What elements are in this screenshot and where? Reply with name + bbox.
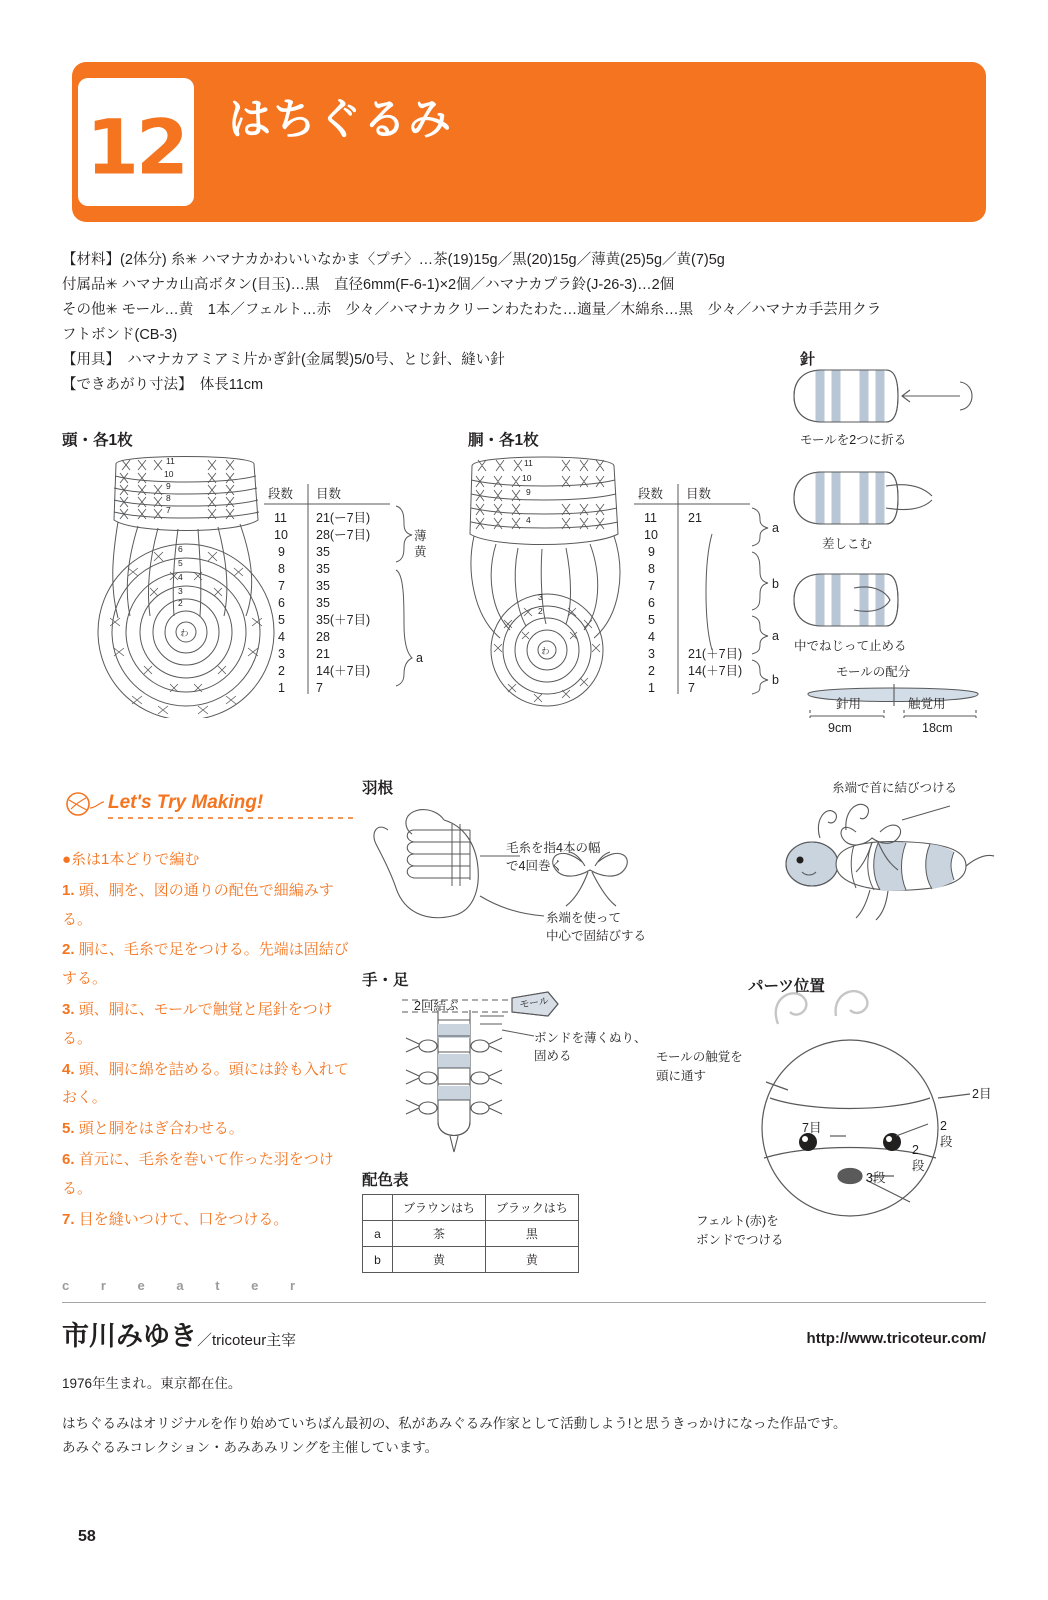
color-cell: 黄 (486, 1247, 579, 1273)
svg-text:7: 7 (648, 579, 655, 593)
svg-text:4: 4 (648, 630, 655, 644)
svg-text:35: 35 (316, 562, 330, 576)
body-stitch-table (632, 482, 812, 702)
svg-text:8: 8 (648, 562, 655, 576)
bracket-label-usuki: 薄 (414, 529, 427, 543)
row-label: 2 (178, 598, 183, 608)
svg-text:9: 9 (278, 545, 285, 559)
limbs-note-2: 固める (534, 1049, 572, 1063)
materials-line: 【用具】 ハマナカアミアミ片かぎ針(金属製)5/0号、とじ針、縫い針 (62, 351, 505, 368)
svg-text:6: 6 (648, 596, 655, 610)
svg-text:9: 9 (526, 487, 531, 497)
author-name-text: 市川みゆき (62, 1321, 197, 1351)
header-banner (72, 62, 986, 222)
limbs-tag-label: モール (518, 995, 550, 1011)
parts-note-bottom (696, 1212, 784, 1250)
label-2dan-b2: 段 (912, 1159, 925, 1173)
table-row (363, 1247, 579, 1273)
alloc-left-label: 針用 (836, 697, 862, 711)
svg-text:7: 7 (316, 681, 323, 695)
footer-divider (62, 1302, 986, 1303)
table-header-me: 目数 (316, 487, 342, 501)
instruction-number: 2. (62, 941, 75, 959)
svg-text:11: 11 (274, 511, 287, 525)
row-label: 3 (178, 586, 183, 596)
instruction-number: 5. (62, 1120, 75, 1138)
creater-label: c r e a t e r (62, 1278, 310, 1293)
parts-note-left-line2: 頭に通す (656, 1068, 707, 1083)
svg-text:21(ー7目): 21(ー7目) (316, 511, 371, 525)
wings-note-3: 糸端を使って (546, 911, 622, 925)
limbs-note-1: ボンドを薄くぬり、 (534, 1031, 647, 1045)
limbs-note-knot: 2回結ぶ (414, 999, 459, 1013)
row-label: 8 (166, 493, 171, 503)
bracket-label-usuki2: 黄 (414, 545, 427, 559)
svg-text:6: 6 (278, 596, 285, 610)
instruction-item (62, 877, 352, 935)
svg-text:14(＋7目): 14(＋7目) (688, 664, 743, 678)
svg-text:11: 11 (644, 511, 657, 525)
svg-text:4: 4 (278, 630, 285, 644)
svg-text:21: 21 (316, 647, 330, 661)
svg-text:10: 10 (644, 528, 658, 542)
author-affiliation: ／tricoteur主宰 (197, 1332, 297, 1349)
wings-note-1: 毛糸を指4本の幅 (506, 841, 601, 855)
label-2me: 2目 (972, 1087, 992, 1101)
wings-diagram (360, 796, 690, 946)
color-table-corner (363, 1195, 393, 1221)
instructions-list (62, 846, 352, 1236)
label-2dan-a: 2 (940, 1119, 947, 1133)
needle-diagram (790, 362, 1000, 762)
needle-step-2: 差しこむ (822, 537, 873, 551)
section-heading-color-table: 配色表 (362, 1172, 409, 1189)
svg-text:35: 35 (316, 579, 330, 593)
row-label: 4 (178, 572, 183, 582)
label-2dan-a2: 2 (912, 1143, 919, 1157)
lets-try-making-heading (62, 782, 362, 828)
label-3dan: 3段 (866, 1171, 886, 1185)
svg-text:21(＋7目): 21(＋7目) (688, 647, 743, 661)
svg-text:5: 5 (278, 613, 285, 627)
svg-text:35: 35 (316, 596, 330, 610)
svg-text:1: 1 (278, 681, 285, 695)
needle-step-3: 中でねじって止める (794, 639, 907, 653)
svg-text:21: 21 (688, 511, 702, 525)
color-row-label: b (363, 1247, 393, 1273)
wings-note-4: 中心で固結びする (546, 929, 647, 943)
author-url[interactable]: http://www.tricoteur.com/ (806, 1330, 986, 1347)
instruction-item (62, 936, 352, 994)
instruction-text: 頭、胴に綿を詰める。頭には鈴も入れておく。 (62, 1060, 349, 1107)
materials-line: 【材料】(2体分) 糸✳ ハマナカかわいいなかま〈プチ〉…茶(19)15g／黒(20)15g／薄黄(25)5g／黄(7)5g (62, 252, 725, 268)
bracket-label-a: a (416, 651, 423, 665)
row-label: 10 (164, 469, 174, 479)
table-header-dan: 段数 (638, 487, 664, 501)
svg-text:5: 5 (648, 613, 655, 627)
body-crochet-chart (462, 448, 642, 708)
row-label: 6 (178, 544, 183, 554)
instruction-text: 頭、胴を、図の通りの配色で細編みする。 (62, 881, 334, 928)
instruction-text: 首元に、毛糸を巻いて作った羽をつける。 (62, 1150, 334, 1197)
materials-line: その他✳ モール…黄 1本／フェルト…赤 少々／ハマナカクリーンわたわた…適量／木綿糸…黒 少々／ハマナカ手芸用クラ (62, 301, 882, 318)
author-bio: 1976年生まれ。東京都在住。 (62, 1376, 242, 1391)
svg-text:28(ー7目): 28(ー7目) (316, 528, 371, 542)
svg-text:2: 2 (648, 664, 655, 678)
row-label: 5 (178, 558, 183, 568)
bee-illustration (760, 786, 1000, 936)
bracket-label-a: a (772, 521, 779, 535)
section-heading-limbs: 手・足 (362, 972, 409, 989)
section-heading-parts: パーツ位置 (748, 978, 825, 995)
svg-text:10: 10 (522, 473, 532, 483)
section-heading-needle: 針 (800, 351, 816, 368)
svg-text:1: 1 (648, 681, 655, 695)
bracket-label-b: b (772, 673, 779, 687)
svg-text:9: 9 (648, 545, 655, 559)
svg-text:4: 4 (526, 515, 531, 525)
parts-note-bottom-line2: ボンドでつける (696, 1232, 784, 1247)
instruction-number: 3. (62, 1000, 75, 1018)
pattern-number-box (78, 78, 194, 206)
table-header-dan: 段数 (268, 487, 294, 501)
svg-text:7: 7 (688, 681, 695, 695)
section-heading-head: 頭・各1枚 (62, 432, 133, 449)
bracket-label-a: a (772, 629, 779, 643)
page-title: はちぐるみ (228, 96, 453, 144)
instruction-item (62, 1056, 352, 1114)
instruction-item (62, 1146, 352, 1204)
alloc-right-label: 触覚用 (908, 697, 946, 711)
svg-text:35(＋7目): 35(＋7目) (316, 613, 371, 627)
materials-line: フトボンド(CB-3) (62, 326, 178, 343)
svg-text:7: 7 (278, 579, 285, 593)
instruction-text: 頭と胴をはぎ合わせる。 (78, 1120, 244, 1138)
row-label: 9 (166, 481, 171, 491)
head-stitch-table (262, 482, 462, 702)
svg-text:3: 3 (538, 592, 543, 602)
wings-note-2: で4回巻く (506, 859, 563, 873)
row-label: 7 (166, 505, 171, 515)
color-cell: 茶 (393, 1221, 486, 1247)
alloc-right-length: 18cm (922, 721, 953, 735)
limbs-diagram (362, 990, 692, 1160)
about-line-1: はちぐるみはオリジナルを作り始めていちばん最初の、私があみぐるみ作家として活動しよう!と思うきっかけになった作品です。 (62, 1416, 847, 1431)
svg-text:28: 28 (316, 630, 330, 644)
color-row-label: a (363, 1221, 393, 1247)
svg-text:14(＋7目): 14(＋7目) (316, 664, 371, 678)
color-cell: 黒 (486, 1221, 579, 1247)
needle-step-1: モールを2つに折る (800, 433, 907, 447)
color-table-header: ブラウンはち (393, 1195, 486, 1221)
alloc-left-length: 9cm (828, 721, 852, 735)
author-name (62, 1314, 296, 1353)
instruction-item (62, 1115, 352, 1144)
bee-note-tie: 糸端で首に結びつける (832, 781, 958, 795)
instruction-text: 目を縫いつけて、口をつける。 (78, 1210, 289, 1228)
instruction-item (62, 1206, 352, 1235)
svg-text:8: 8 (278, 562, 285, 576)
table-row (363, 1221, 579, 1247)
instruction-number: 1. (62, 881, 75, 899)
color-table (362, 1194, 579, 1273)
author-about (62, 1412, 962, 1459)
instruction-text: 胴に、毛糸で足をつける。先端は固結びする。 (62, 941, 349, 988)
pattern-number: 12 (86, 102, 186, 192)
label-7me: 7目 (802, 1121, 822, 1135)
section-heading-body: 胴・各1枚 (468, 432, 539, 449)
parts-note-left (656, 1048, 743, 1086)
materials-line: 【できあがり寸法】 体長11cm (62, 376, 264, 393)
center-label: わ (180, 628, 189, 638)
instruction-number: 6. (62, 1150, 75, 1168)
instruction-text: 頭、胴に、モールで触覚と尾針をつける。 (62, 1000, 333, 1047)
table-header-me: 目数 (686, 487, 712, 501)
label-2dan-b: 段 (940, 1135, 953, 1149)
svg-text:2: 2 (538, 606, 543, 616)
instruction-item (62, 996, 352, 1054)
lets-try-text: Let's Try Making! (108, 792, 264, 813)
color-table-header: ブラックはち (486, 1195, 579, 1221)
materials-line: 付属品✳ ハマナカ山高ボタン(目玉)…黒 直径6mm(F-6-1)×2個／ハマナカプラ鈴(J-26-3)…2個 (62, 276, 675, 293)
bracket-label-b: b (772, 577, 779, 591)
instruction-bullet: ●糸は1本どりで編む (62, 851, 200, 868)
parts-note-bottom-line1: フェルト(赤)を (696, 1214, 779, 1228)
section-heading-wings: 羽根 (362, 780, 394, 797)
svg-text:3: 3 (278, 647, 285, 661)
svg-text:わ: わ (541, 646, 550, 656)
svg-text:10: 10 (274, 528, 288, 542)
svg-text:3: 3 (648, 647, 655, 661)
svg-text:11: 11 (524, 458, 533, 468)
instruction-number: 4. (62, 1060, 75, 1078)
alloc-title: モールの配分 (836, 665, 911, 679)
svg-text:35: 35 (316, 545, 330, 559)
svg-text:2: 2 (278, 664, 285, 678)
about-line-2: あみぐるみコレクション・あみあみリングを主催しています。 (62, 1439, 439, 1455)
instruction-number: 7. (62, 1210, 75, 1228)
page-number: 58 (78, 1528, 96, 1545)
row-label: 11 (166, 456, 175, 466)
parts-note-left-line1: モールの触覚を (656, 1050, 743, 1064)
color-cell: 黄 (393, 1247, 486, 1273)
